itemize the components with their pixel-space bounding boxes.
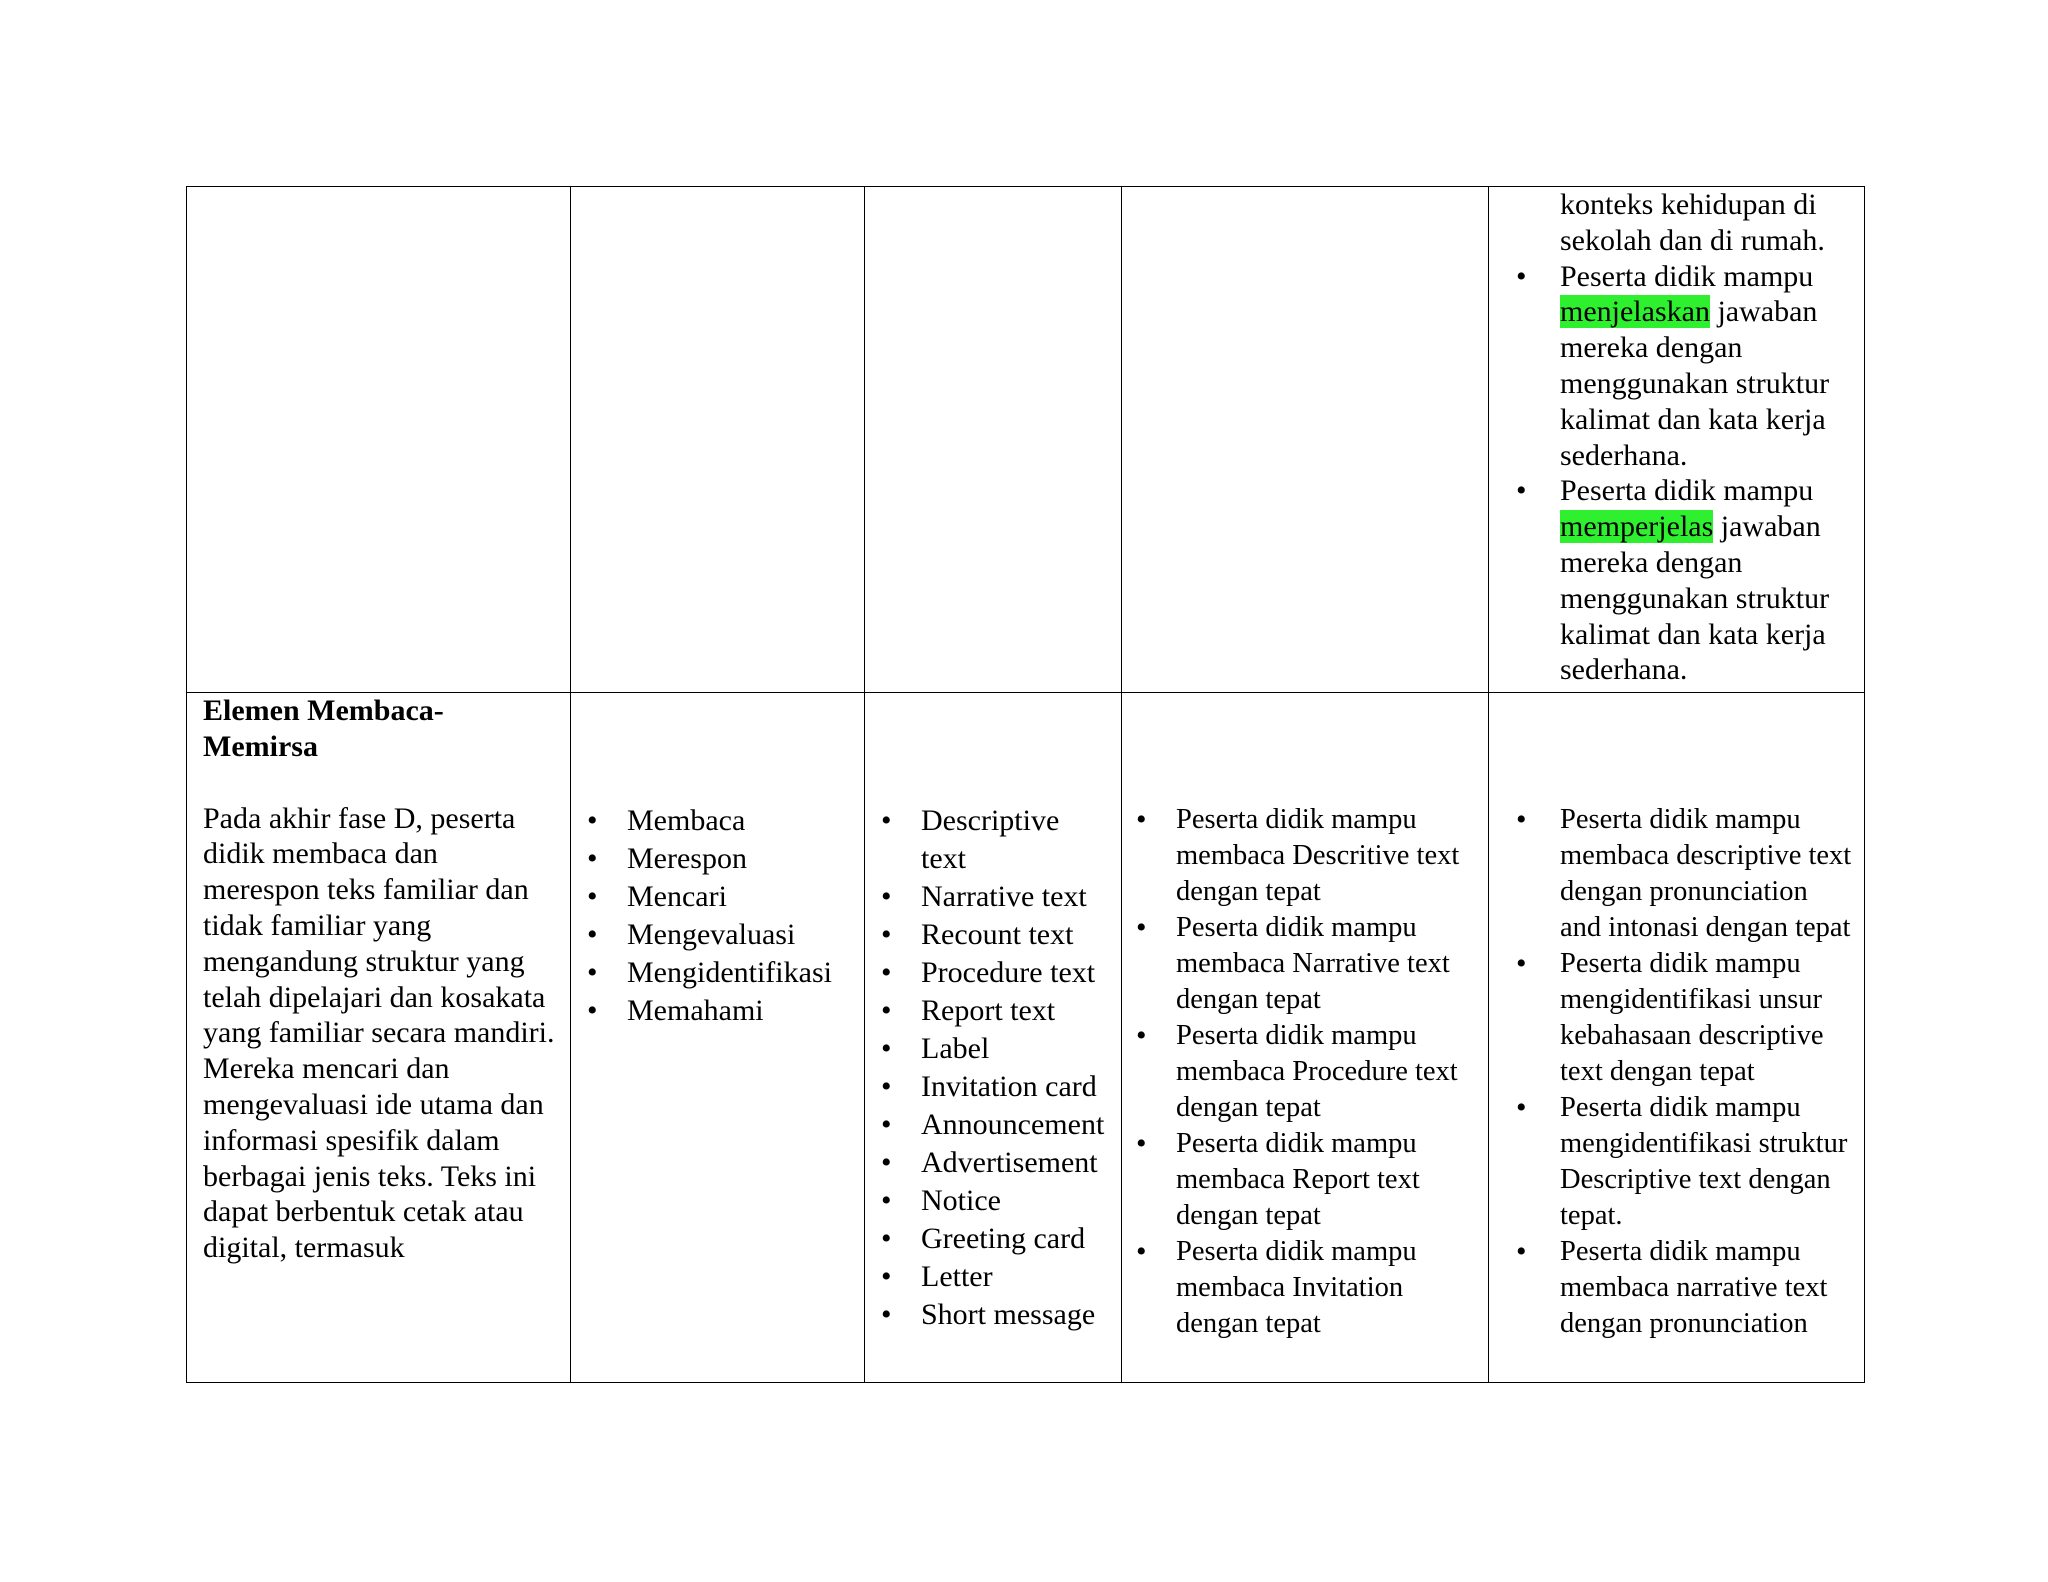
list-item: • Memahami	[627, 992, 852, 1030]
table-cell-element	[187, 693, 571, 1383]
table-cell	[865, 187, 1122, 693]
list-item: • Report text	[921, 992, 1109, 1030]
table-cell	[1122, 187, 1489, 693]
list-item: • Advertisement	[921, 1144, 1109, 1182]
list-item: • Descriptive text	[921, 802, 1109, 878]
list-item: • Narrative text	[921, 878, 1109, 916]
continuation-text: konteks kehidupan di sekolah dan di rumah.	[1560, 188, 1825, 257]
list-item: • Peserta didik mampu memperjelas jawaban mereka dengan menggunakan struktur kalimat dan kata kerja sederhana.	[1560, 473, 1852, 688]
list-item: • Mengevaluasi	[627, 916, 852, 954]
list-item: • Merespon	[627, 840, 852, 878]
table-cell-text-types	[865, 693, 1122, 1383]
table-cell	[187, 187, 571, 693]
table-cell-verbs	[571, 693, 865, 1383]
element-heading: Elemen Membaca-Memirsa	[203, 694, 444, 763]
list-item: • Peserta didik mampu membaca Report text dengan tepat	[1176, 1126, 1476, 1234]
highlighted-word: menjelaskan	[1560, 295, 1710, 329]
highlighted-word: memperjelas	[1560, 510, 1714, 544]
list-item: • Peserta didik mampu membaca narrative text dengan pronunciation	[1560, 1234, 1852, 1342]
curriculum-table	[186, 186, 1865, 1383]
table-cell-objectives	[1122, 693, 1489, 1383]
list-item: • Peserta didik mampu membaca Descritive text dengan tepat	[1176, 802, 1476, 910]
table-row	[187, 693, 1865, 1383]
list-item: • Letter	[921, 1258, 1109, 1296]
table-cell-indicators	[1489, 187, 1865, 693]
list-item: • Peserta didik mampu membaca Invitation dengan tepat	[1176, 1234, 1476, 1342]
list-item: • Peserta didik mampu membaca Procedure text dengan tepat	[1176, 1018, 1476, 1126]
table-cell-indicators	[1489, 693, 1865, 1383]
list-item: • Procedure text	[921, 954, 1109, 992]
list-item: • Invitation card	[921, 1068, 1109, 1106]
list-item: • Peserta didik mampu mengidentifikasi unsur kebahasaan descriptive text dengan tepat	[1560, 946, 1852, 1090]
list-item: • Membaca	[627, 802, 852, 840]
list-item: • Announcement	[921, 1106, 1109, 1144]
list-item: • Greeting card	[921, 1220, 1109, 1258]
list-item: • Short message	[921, 1296, 1109, 1334]
list-item: • Peserta didik mampu membaca descriptive text dengan pronunciation and intonasi dengan tepat	[1560, 802, 1852, 946]
list-item: • Notice	[921, 1182, 1109, 1220]
list-item: • Peserta didik mampu membaca Narrative text dengan tepat	[1176, 910, 1476, 1018]
list-item: • Peserta didik mampu menjelaskan jawaban mereka dengan menggunakan struktur kalimat dan kata kerja sederhana.	[1560, 259, 1852, 474]
list-item: • Mengidentifikasi	[627, 954, 852, 992]
table-cell	[571, 187, 865, 693]
list-item: • Recount text	[921, 916, 1109, 954]
list-item: • Peserta didik mampu mengidentifikasi struktur Descriptive text dengan tepat.	[1560, 1090, 1852, 1234]
list-item: • Mencari	[627, 878, 852, 916]
table-row	[187, 187, 1865, 693]
list-item: • Label	[921, 1030, 1109, 1068]
element-description: Pada akhir fase D, peserta didik membaca dan merespon teks familiar dan tidak familiar yang mengandung struktur yang telah dipelajari dan kosakata yang familiar secara mandiri. Mereka mencari dan mengevaluasi ide utama dan informasi spesifik dalam berbagai jenis teks. Teks ini dapat berbentuk cetak atau digital, termasuk	[203, 801, 555, 1265]
